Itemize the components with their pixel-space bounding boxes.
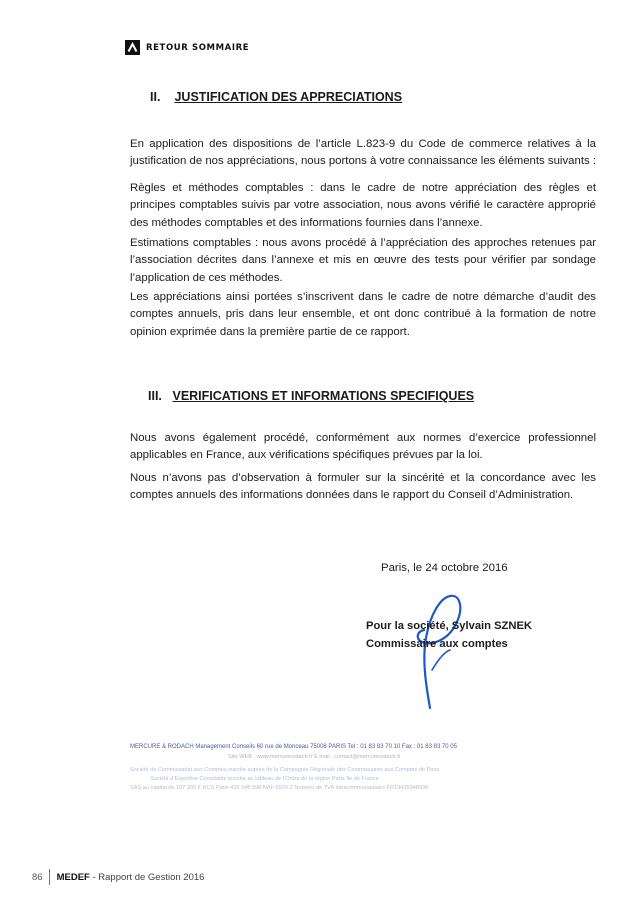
stamp-line: MERCURE & RODACH Management Conseils 60 rue de Monceau 75008 PARIS Tel : 01 83 83 70 10 Fax : 01 83 83 70 05 [130,744,457,750]
section-2-title: JUSTIFICATION DES APPRECIATIONS [174,90,403,104]
section-3-number: III. [148,389,162,403]
handwritten-signature [386,590,486,710]
section-2-heading [150,90,402,104]
page-footer [32,871,204,883]
paragraph: Estimations comptables : nous avons procédé à l’appréciation des approches retenues par l’association décrites dans l’annexe et mis en œuvre des tests pour vérifier par sondage l’application de ces méthodes. [130,237,596,284]
page-number: 86 [32,871,43,883]
signature-line-1: Pour la société, Sylvain SZNEK [366,620,533,632]
retour-sommaire-label: RETOUR SOMMAIRE [146,42,250,53]
stamp-line: Société d’Expertise Comptable inscrite au tableau de l’Ordre de la région Paris Ile de France [150,776,379,782]
section-2-number: II. [150,90,161,104]
paragraph: Les appréciations ainsi portées s’inscrivent dans le cadre de notre démarche d’audit des comptes annuels, pris dans leur ensemble, et ont donc contribué à la formation de notre opinion exprimée dans la première partie de ce rapport. [130,291,596,338]
stamp-line: Site WEB : www.mercurerodach.fr E.mail : contact@mercurerodach.fr [228,754,401,760]
footer-brand: MEDEF [56,871,90,883]
footer-divider [49,869,50,885]
paragraph: Règles et méthodes comptables : dans le cadre de notre appréciation des règles et principes comptables suivis par votre association, nous avons vérifié le caractère approprié des méthodes comptables et des informations fournies dans l’annexe. [130,182,596,229]
paragraph: En application des dispositions de l’article L.823-9 du Code de commerce relatives à la justification de nos appréciations, nous portons à votre connaissance les éléments suivants : [130,138,597,168]
paragraph: Nous n’avons pas d’observation à formuler sur la sincérité et la concordance avec les comptes annuels des informations données dans le rapport du Conseil d’Administration. [130,472,596,501]
stamp-line: SAS au capital de 107 330 € RCS Paris 439 348 998 NAF 6920 Z Numéro de TVA Intracommunautaire FR19439348998 [130,785,429,791]
section-3-title: VERIFICATIONS ET INFORMATIONS SPECIFIQUES [172,389,475,403]
signature-date: Paris, le 24 octobre 2016 [381,562,508,574]
stamp-line: Société de Commissariat aux Comptes inscrite auprès de la Compagnie Régionale des Commissaires aux Comptes de Paris [130,767,440,773]
section-3-heading [148,389,474,403]
signature-line-2: Commissaire aux comptes [366,638,508,650]
paragraph: Nous avons également procédé, conformément aux normes d’exercice professionnel applicables en France, aux vérifications spécifiques prévues par la loi. [130,432,596,461]
footer-title: - Rapport de Gestion 2016 [89,871,205,883]
